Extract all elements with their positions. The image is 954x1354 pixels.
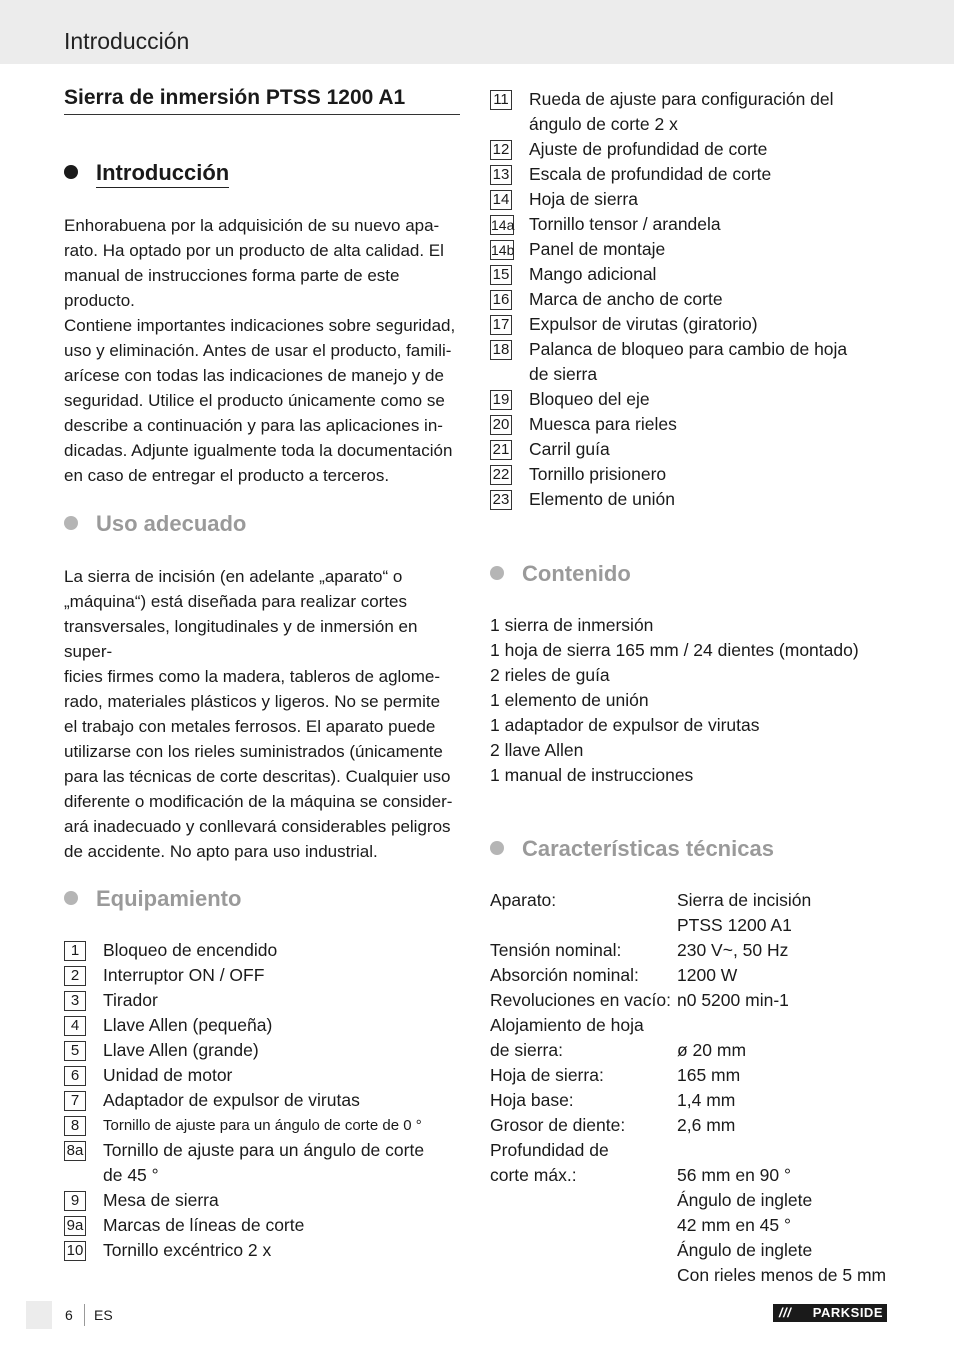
equipment-item bbox=[490, 87, 890, 137]
equipment-item bbox=[64, 1238, 464, 1263]
spec-value: PTSS 1200 A1 bbox=[677, 915, 792, 935]
paragraph-line: uso y eliminación. Antes de usar el producto, famili- bbox=[64, 341, 452, 360]
item-label: Expulsor de virutas (giratorio) bbox=[529, 314, 758, 334]
section-heading-introduccion bbox=[64, 160, 229, 186]
list-item: 2 rieles de guía bbox=[490, 665, 610, 685]
heading-text: Características técnicas bbox=[522, 836, 774, 861]
contenido-list bbox=[490, 613, 890, 788]
spec-key: Tensión nominal: bbox=[490, 940, 622, 960]
item-label: Panel de montaje bbox=[529, 239, 666, 259]
paragraph-line: rado, materiales plásticos y ligeros. No se permite bbox=[64, 692, 441, 711]
equipment-item bbox=[64, 1088, 464, 1113]
equipment-item bbox=[490, 437, 890, 462]
item-number: 12 bbox=[490, 140, 512, 160]
equipment-item bbox=[490, 387, 890, 412]
bullet-icon bbox=[64, 165, 78, 179]
item-label: Rueda de ajuste para configuración del ángulo de corte 2 x bbox=[529, 89, 834, 134]
equipment-item bbox=[64, 963, 464, 988]
list-item: 1 hoja de sierra 165 mm / 24 dientes (montado) bbox=[490, 640, 859, 660]
item-label: Escala de profundidad de corte bbox=[529, 164, 772, 184]
spec-key: corte máx.: bbox=[490, 1165, 577, 1185]
equipment-item bbox=[490, 137, 890, 162]
bullet-icon bbox=[64, 891, 78, 905]
item-label: Tornillo excéntrico 2 x bbox=[103, 1240, 272, 1260]
spec-key: Hoja base: bbox=[490, 1090, 574, 1110]
equipment-item bbox=[64, 1138, 464, 1188]
equipment-item bbox=[64, 1188, 464, 1213]
paragraph-line: seguridad. Utilice el producto únicamente como se bbox=[64, 391, 445, 410]
spec-value: n0 5200 min-1 bbox=[677, 990, 789, 1010]
equipment-list-left bbox=[64, 938, 464, 1263]
paragraph-line: „máquina“) está diseñada para realizar cortes bbox=[64, 592, 408, 611]
equipment-item bbox=[64, 1038, 464, 1063]
list-item: 1 elemento de unión bbox=[490, 690, 649, 710]
item-label: Interruptor ON / OFF bbox=[103, 965, 265, 985]
intro-paragraph bbox=[64, 213, 464, 488]
list-item: 1 adaptador de expulsor de virutas bbox=[490, 715, 760, 735]
item-number: 17 bbox=[490, 315, 512, 335]
item-label: Bloqueo del eje bbox=[529, 389, 650, 409]
paragraph-line: utilizarse con los rieles suministrados (únicamente bbox=[64, 742, 443, 761]
item-number: 6 bbox=[64, 1066, 86, 1086]
item-number: 4 bbox=[64, 1016, 86, 1036]
paragraph-line: el trabajo con metales ferrosos. El aparato puede bbox=[64, 717, 436, 736]
item-label: Marcas de líneas de corte bbox=[103, 1215, 305, 1235]
heading-text: Contenido bbox=[522, 561, 631, 586]
item-label: Carril guía bbox=[529, 439, 610, 459]
paragraph-line: manual de instrucciones forma parte de este producto. bbox=[64, 266, 400, 310]
parkside-logo bbox=[773, 1304, 887, 1322]
item-label: Elemento de unión bbox=[529, 489, 675, 509]
item-number: 2 bbox=[64, 966, 86, 986]
bullet-icon bbox=[490, 841, 504, 855]
item-number: 14 bbox=[490, 190, 512, 210]
equipment-item bbox=[490, 487, 890, 512]
spec-key: Revoluciones en vacío: bbox=[490, 990, 671, 1010]
item-number: 11 bbox=[490, 90, 512, 110]
paragraph-line: arícese con todas las indicaciones de manejo y de bbox=[64, 366, 444, 385]
heading-text: Uso adecuado bbox=[96, 511, 247, 536]
spec-key: Profundidad de bbox=[490, 1140, 609, 1160]
item-number: 7 bbox=[64, 1091, 86, 1111]
spec-value: 230 V~, 50 Hz bbox=[677, 940, 789, 960]
spec-value: Ángulo de inglete bbox=[677, 1190, 813, 1210]
spec-value: 42 mm en 45 ° bbox=[677, 1215, 791, 1235]
page-header bbox=[0, 0, 954, 64]
item-label: Ajuste de profundidad de corte bbox=[529, 139, 768, 159]
footer-divider bbox=[84, 1304, 85, 1326]
spec-key: Absorción nominal: bbox=[490, 965, 639, 985]
item-label: Marca de ancho de corte bbox=[529, 289, 723, 309]
item-label: Unidad de motor bbox=[103, 1065, 233, 1085]
item-number: 21 bbox=[490, 440, 512, 460]
item-label: Hoja de sierra bbox=[529, 189, 638, 209]
item-number: 20 bbox=[490, 415, 512, 435]
equipment-list-right bbox=[490, 87, 890, 512]
spec-value: ø 20 mm bbox=[677, 1040, 747, 1060]
item-label: Mesa de sierra bbox=[103, 1190, 219, 1210]
equipment-item bbox=[490, 287, 890, 312]
paragraph-line: rato. Ha optado por un producto de alta calidad. El bbox=[64, 241, 444, 260]
equipment-item bbox=[64, 938, 464, 963]
item-label: Tirador bbox=[103, 990, 158, 1010]
item-number: 16 bbox=[490, 290, 512, 310]
logo-slashes-icon: /// bbox=[779, 1305, 792, 1320]
section-heading-contenido bbox=[490, 561, 631, 587]
item-label: Tornillo tensor / arandela bbox=[529, 214, 721, 234]
list-item: 1 manual de instrucciones bbox=[490, 765, 694, 785]
section-heading-uso bbox=[64, 511, 246, 537]
item-number: 14b bbox=[491, 242, 515, 258]
paragraph-line: de accidente. No apto para uso industrial. bbox=[64, 842, 378, 861]
item-number: 14a bbox=[491, 217, 515, 233]
heading-text: Introducción bbox=[96, 160, 229, 188]
item-label: Adaptador de expulsor de virutas bbox=[103, 1090, 360, 1110]
heading-text: Equipamiento bbox=[96, 886, 242, 911]
equipment-item bbox=[64, 1013, 464, 1038]
paragraph-line: transversales, longitudinales y de inmersión en super- bbox=[64, 617, 418, 661]
equipment-item bbox=[490, 412, 890, 437]
equipment-item bbox=[490, 337, 890, 387]
equipment-item bbox=[64, 1113, 464, 1138]
equipment-item bbox=[490, 212, 890, 237]
item-number: 8a bbox=[64, 1141, 86, 1161]
spec-value: 165 mm bbox=[677, 1065, 741, 1085]
spec-value: 1200 W bbox=[677, 965, 738, 985]
paragraph-line: describe a continuación y para las aplicaciones in- bbox=[64, 416, 443, 435]
paragraph-line: ficies firmes como la madera, tableros de aglome- bbox=[64, 667, 441, 686]
spec-value: Con rieles menos de 5 mm bbox=[677, 1265, 887, 1285]
spec-key: de sierra: bbox=[490, 1040, 563, 1060]
bullet-icon bbox=[490, 566, 504, 580]
equipment-item bbox=[490, 237, 890, 262]
item-number: 5 bbox=[64, 1041, 86, 1061]
logo-text: PARKSIDE bbox=[812, 1305, 883, 1320]
item-number: 22 bbox=[490, 465, 512, 485]
section-heading-caracteristicas bbox=[490, 836, 774, 862]
header-title: Introducción bbox=[64, 28, 190, 54]
bullet-icon bbox=[64, 516, 78, 530]
item-label: Bloqueo de encendido bbox=[103, 940, 278, 960]
item-label: Tornillo de ajuste para un ángulo de corte de 45 ° bbox=[103, 1140, 425, 1185]
item-label: Mango adicional bbox=[529, 264, 657, 284]
item-label: Palanca de bloqueo para cambio de hoja de sierra bbox=[529, 339, 848, 384]
spec-key: Aparato: bbox=[490, 890, 557, 910]
item-label: Tornillo prisionero bbox=[529, 464, 667, 484]
item-number: 1 bbox=[64, 941, 86, 961]
list-item: 2 llave Allen bbox=[490, 740, 584, 760]
item-label: Llave Allen (pequeña) bbox=[103, 1015, 273, 1035]
paragraph-line: Contiene importantes indicaciones sobre seguridad, bbox=[64, 316, 456, 335]
paragraph-line: La sierra de incisión (en adelante „aparato“ o bbox=[64, 567, 403, 586]
item-label: Llave Allen (grande) bbox=[103, 1040, 259, 1060]
equipment-item bbox=[490, 162, 890, 187]
item-number: 9a bbox=[64, 1216, 86, 1236]
item-number: 18 bbox=[490, 340, 512, 360]
spec-key: Hoja de sierra: bbox=[490, 1065, 604, 1085]
spec-value: Ángulo de inglete bbox=[677, 1240, 813, 1260]
spec-key: Grosor de diente: bbox=[490, 1115, 626, 1135]
equipment-item bbox=[64, 1063, 464, 1088]
item-number: 8 bbox=[64, 1116, 86, 1136]
page-number: 6 bbox=[65, 1307, 73, 1323]
equipment-item bbox=[490, 262, 890, 287]
list-item: 1 sierra de inmersión bbox=[490, 615, 654, 635]
uso-paragraph bbox=[64, 564, 464, 864]
spec-value: 2,6 mm bbox=[677, 1115, 736, 1135]
spec-value: 56 mm en 90 ° bbox=[677, 1165, 791, 1185]
section-heading-equipamiento bbox=[64, 886, 241, 912]
paragraph-line: diferente o modificación de la máquina se consider- bbox=[64, 792, 453, 811]
item-number: 13 bbox=[490, 165, 512, 185]
document-title: Sierra de inmersión PTSS 1200 A1 bbox=[64, 86, 460, 115]
equipment-item bbox=[490, 462, 890, 487]
paragraph-line: para las técnicas de corte descritas). Cualquier uso bbox=[64, 767, 451, 786]
footer-box bbox=[26, 1301, 52, 1329]
equipment-item bbox=[490, 312, 890, 337]
paragraph-line: dicadas. Adjunte igualmente toda la documentación bbox=[64, 441, 453, 460]
equipment-item bbox=[64, 988, 464, 1013]
item-number: 19 bbox=[490, 390, 512, 410]
item-label: Tornillo de ajuste para un ángulo de corte de 0 ° bbox=[103, 1117, 422, 1134]
language-code: ES bbox=[94, 1307, 113, 1323]
item-label: Muesca para rieles bbox=[529, 414, 677, 434]
equipment-item bbox=[64, 1213, 464, 1238]
paragraph-line: en caso de entregar el producto a terceros. bbox=[64, 466, 390, 485]
item-number: 15 bbox=[490, 265, 512, 285]
paragraph-line: ará inadecuado y conllevará considerables peligros bbox=[64, 817, 451, 836]
spec-value: Sierra de incisión bbox=[677, 890, 812, 910]
item-number: 9 bbox=[64, 1191, 86, 1211]
item-number: 23 bbox=[490, 490, 512, 510]
item-number: 10 bbox=[64, 1241, 86, 1261]
equipment-item bbox=[490, 187, 890, 212]
paragraph-line: Enhorabuena por la adquisición de su nuevo apa- bbox=[64, 216, 440, 235]
spec-value: 1,4 mm bbox=[677, 1090, 736, 1110]
item-number: 3 bbox=[64, 991, 86, 1011]
spec-key: Alojamiento de hoja bbox=[490, 1015, 644, 1035]
